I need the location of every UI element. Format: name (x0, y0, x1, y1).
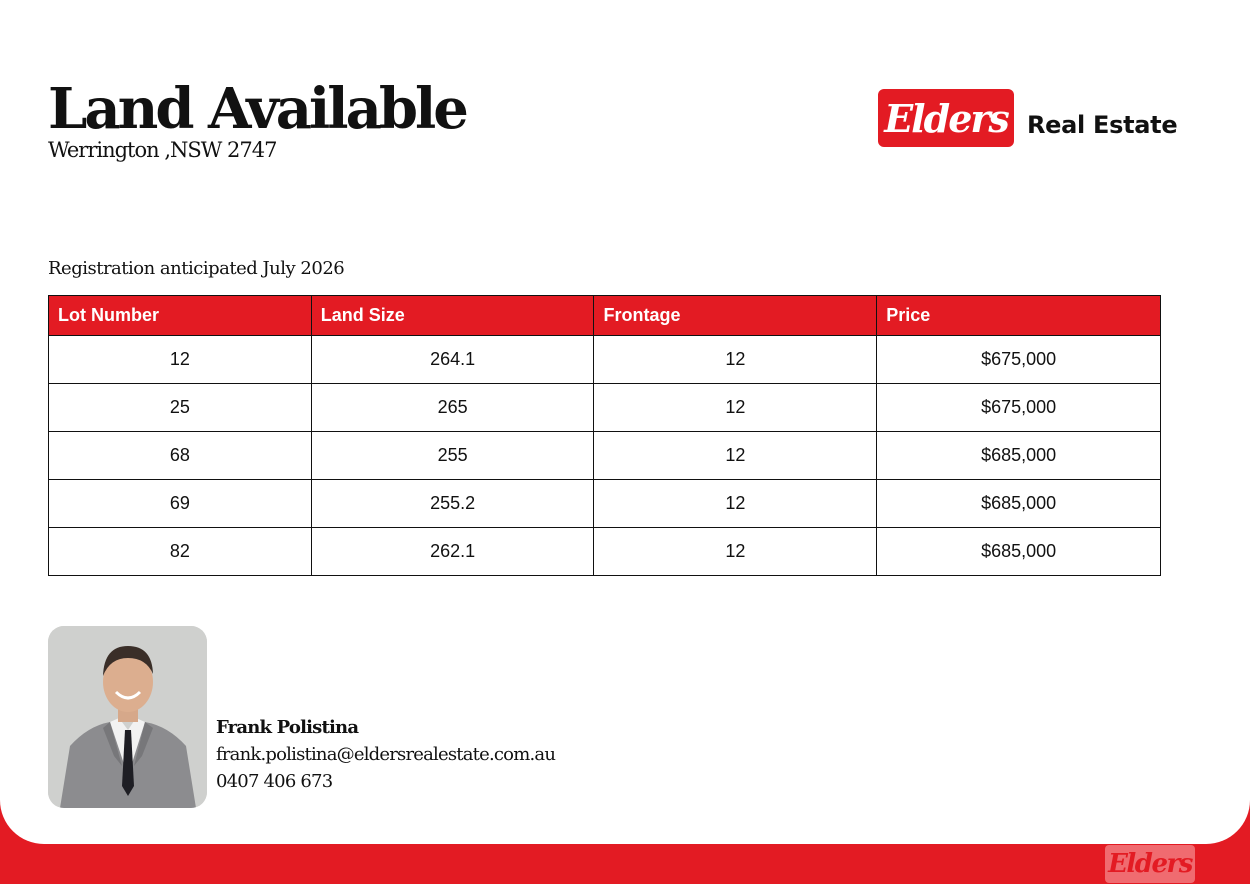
table-header-row (49, 296, 1161, 336)
table-row (49, 336, 1161, 384)
lot-number-cell: 12 (49, 336, 312, 384)
elders-logo-mark: Elders (878, 89, 1014, 147)
lot-number-cell: 82 (49, 528, 312, 576)
frontage-cell: 12 (594, 384, 877, 432)
table-row (49, 432, 1161, 480)
land-size-cell: 255 (311, 432, 594, 480)
column-header-land-size: Land Size (311, 296, 594, 336)
price-cell: $685,000 (877, 480, 1161, 528)
registration-note: Registration anticipated July 2026 (48, 258, 345, 279)
land-size-cell: 264.1 (311, 336, 594, 384)
column-header-price: Price (877, 296, 1161, 336)
frontage-cell: 12 (594, 336, 877, 384)
frontage-cell: 12 (594, 528, 877, 576)
lot-number-cell: 69 (49, 480, 312, 528)
lot-number-cell: 25 (49, 384, 312, 432)
frontage-cell: 12 (594, 432, 877, 480)
agent-phone: 0407 406 673 (216, 771, 333, 792)
page-title: Land Available (48, 76, 466, 142)
price-cell: $675,000 (877, 384, 1161, 432)
location-subtitle: Werrington ,NSW 2747 (48, 138, 277, 162)
brand-name: Real Estate (1027, 111, 1178, 139)
price-cell: $685,000 (877, 432, 1161, 480)
lot-number-cell: 68 (49, 432, 312, 480)
agent-portrait-icon (48, 626, 207, 808)
frontage-cell: 12 (594, 480, 877, 528)
agent-contact (216, 714, 555, 795)
footer-elders-logo: Elders (1105, 845, 1195, 883)
land-size-cell: 262.1 (311, 528, 594, 576)
table-row (49, 480, 1161, 528)
column-header-lot-number: Lot Number (49, 296, 312, 336)
agent-email-link[interactable]: frank.polistina@eldersrealestate.com.au (216, 744, 556, 765)
agent-name: Frank Polistina (216, 717, 359, 738)
price-cell: $685,000 (877, 528, 1161, 576)
table-row (49, 528, 1161, 576)
land-size-cell: 255.2 (311, 480, 594, 528)
table-row (49, 384, 1161, 432)
lots-table (48, 295, 1161, 576)
price-cell: $675,000 (877, 336, 1161, 384)
land-size-cell: 265 (311, 384, 594, 432)
agent-photo (48, 626, 207, 808)
column-header-frontage: Frontage (594, 296, 877, 336)
brand-logo (878, 89, 1177, 147)
